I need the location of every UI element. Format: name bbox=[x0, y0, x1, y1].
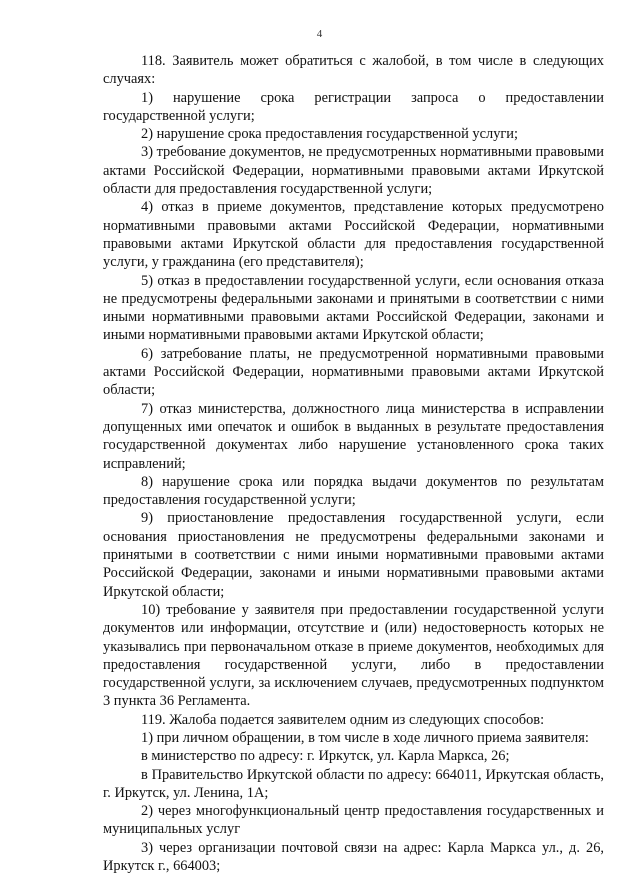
list-item-118-2: 2) нарушение срока предоставления государственной услуги; bbox=[141, 126, 518, 143]
list-item-119-3: 3) через организации почтовой связи на адрес: Карла Маркса ул., д. 26, Иркутск г., 664003; bbox=[103, 839, 604, 875]
page-number: 4 bbox=[316, 28, 323, 40]
list-item-118-4: 4) отказ в приеме документов, представление которых предусмотрено нормативными правовыми актами Российской Федерации, нормативными правовыми актами Иркутской области для предоставления государственной услуги, у гражданина (его представителя); bbox=[103, 199, 604, 271]
list-item-118-10: 10) требование у заявителя при предоставлении государственной услуги документов или информации, отсутствие и (или) недостоверность которых не указывались при первоначальном отказе в приеме документов, необходимых для предоставления государственной услуги, либо в предоставлении государственной услуги, за исключением случаев, предусмотренных подпунктом 3 пункта 36 Регламента. bbox=[103, 601, 604, 710]
list-item-118-9: 9) приостановление предоставления государственной услуги, если основания приостановления не предусмотрены федеральными законами и принятыми в соответствии с ними иными нормативными правовыми актами Российской Федерации, законами и иными нормативными правовыми актами Иркутской области; bbox=[103, 510, 604, 600]
list-item-118-5: 5) отказ в предоставлении государственной услуги, если основания отказа не предусмотрены федеральными законами и принятыми в соответствии с ними иными нормативными правовыми актами Российской Федерации, законами и иными нормативными правовыми актами Иркутской области; bbox=[103, 272, 604, 344]
address-government: в Правительство Иркутской области по адресу: 664011, Иркутская область, г. Иркутск, ул. Ленина, 1А; bbox=[103, 766, 604, 801]
address-ministry: в министерство по адресу: г. Иркутск, ул. Карла Маркса, 26; bbox=[141, 748, 510, 765]
list-item-118-6: 6) затребование платы, не предусмотренной нормативными правовыми актами Российской Федерации, нормативными правовыми актами Иркутской области; bbox=[103, 345, 604, 399]
paragraph-119-intro: 119. Жалоба подается заявителем одним из следующих способов: bbox=[141, 711, 545, 728]
list-item-119-1: 1) при личном обращении, в том числе в ходе личного приема заявителя: bbox=[141, 729, 589, 746]
list-item-118-7: 7) отказ министерства, должностного лица министерства в исправлении допущенных ими опечаток и ошибок в выданных в результате предоставления государственной документах либо нарушение установленного срока таких исправлений; bbox=[103, 400, 604, 472]
list-item-118-3: 3) требование документов, не предусмотренных нормативными правовыми актами Российской Федерации, нормативными правовыми актами Иркутской области для предоставления государственной услуги; bbox=[103, 144, 604, 198]
list-item-119-2: 2) через многофункциональный центр предоставления государственных и муниципальных услуг bbox=[103, 803, 604, 838]
paragraph-118-intro: 118. Заявитель может обратиться с жалобой, в том числе в следующих случаях: bbox=[103, 53, 604, 88]
list-item-118-1: 1) нарушение срока регистрации запроса о предоставлении государственной услуги; bbox=[103, 89, 604, 124]
list-item-118-8: 8) нарушение срока или порядка выдачи документов по результатам предоставления государственной услуги; bbox=[103, 473, 604, 509]
document-body bbox=[103, 52, 604, 875]
